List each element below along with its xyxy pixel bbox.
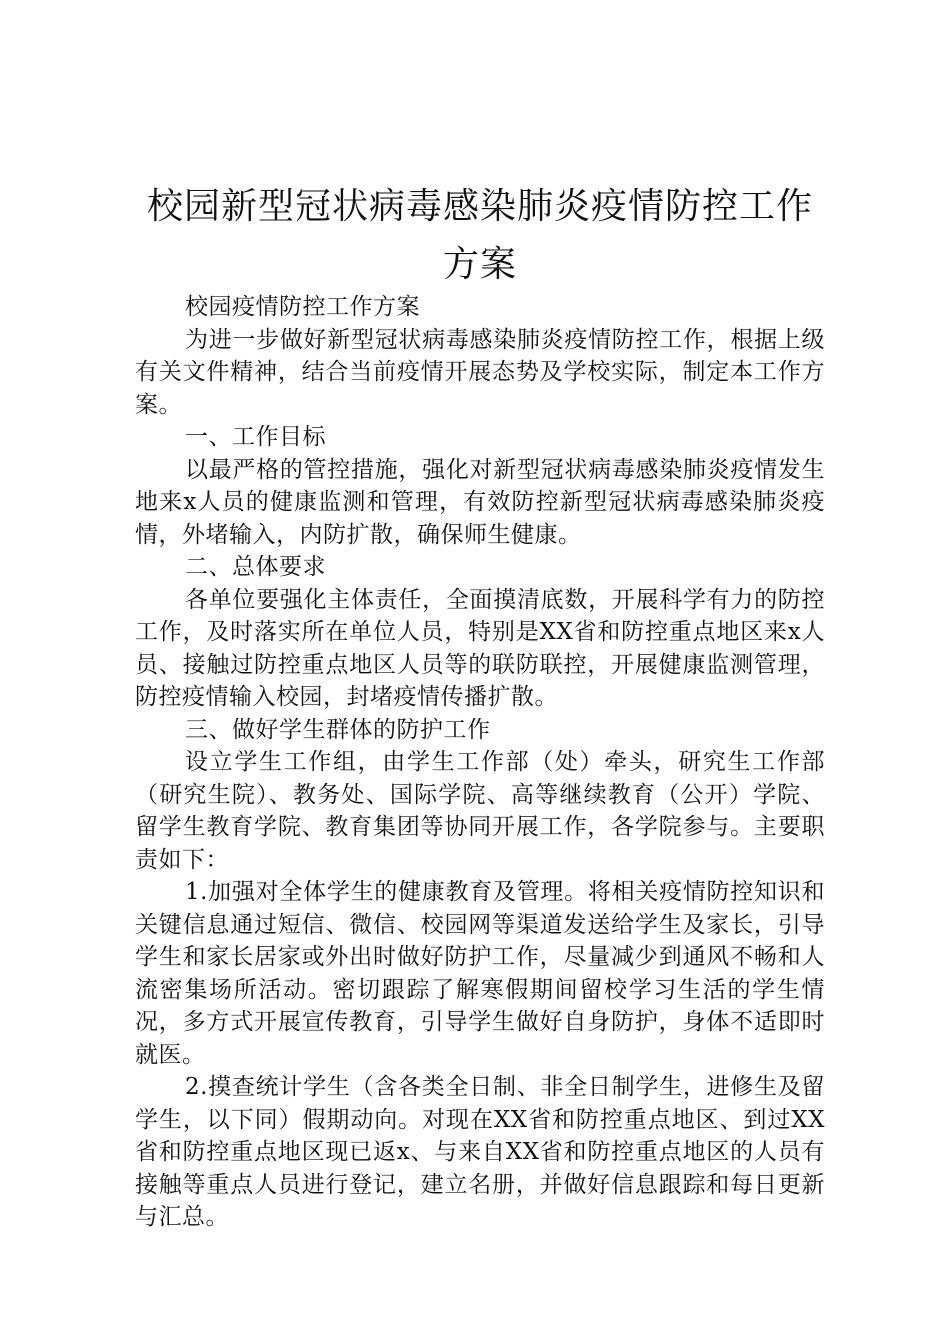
paragraph-work-goal: 以最严格的管控措施，强化对新型冠状病毒感染肺炎疫情发生地来x人员的健康监测和管理，有效防控新型冠状病毒感染肺炎疫情，外堵输入，内防扩散，确保师生健康。 — [135, 456, 825, 548]
heading-work-goal: 一、工作目标 — [185, 424, 326, 450]
document-body — [135, 291, 825, 1234]
paragraph-item-2: 2.摸查统计学生（含各类全日制、非全日制学生，进修生及留学生，以下同）假期动向。对现在XX省和防控重点地区、到过XX省和防控重点地区现已返x、与来自XX省和防控重点地区的人员有接触等重点人员进行登记，建立名册，并做好信息跟踪和每日更新与汇总。 — [135, 1074, 825, 1230]
paragraph-student-work-group: 设立学生工作组，由学生工作部（处）牵头，研究生工作部（研究生院）、教务处、国际学院、高等继续教育（公开）学院、留学生教育学院、教育集团等协同开展工作，各学院参与。主要职责如下： — [135, 749, 825, 873]
paragraph-item-1: 1.加强对全体学生的健康教育及管理。将相关疫情防控知识和关键信息通过短信、微信、校园网等渠道发送给学生及家长，引导学生和家长居家或外出时做好防护工作，尽量减少到通风不畅和人流密集场所活动。密切跟踪了解寒假期间留校学习生活的学生情况，多方式开展宣传教育，引导学生做好自身防护，身体不适即时就医。 — [135, 879, 825, 1068]
heading-student-protection: 三、做好学生群体的防护工作 — [185, 716, 491, 743]
paragraph-intro: 为进一步做好新型冠状病毒感染肺炎疫情防控工作，根据上级有关文件精神，结合当前疫情开展态势及学校实际，制定本工作方案。 — [135, 326, 825, 418]
paragraph-general-requirements: 各单位要强化主体责任，全面摸清底数，开展科学有力的防控工作，及时落实所在单位人员，特别是XX省和防控重点地区来x人员、接触过防控重点地区人员等的联防联控，开展健康监测管理，防控疫情输入校园，封堵疫情传播扩散。 — [135, 586, 825, 710]
paragraph-subtitle: 校园疫情防控工作方案 — [185, 294, 420, 320]
heading-general-requirements: 二、总体要求 — [185, 554, 326, 580]
document-title: 校园新型冠状病毒感染肺炎疫情防控工作方案 — [146, 186, 813, 285]
